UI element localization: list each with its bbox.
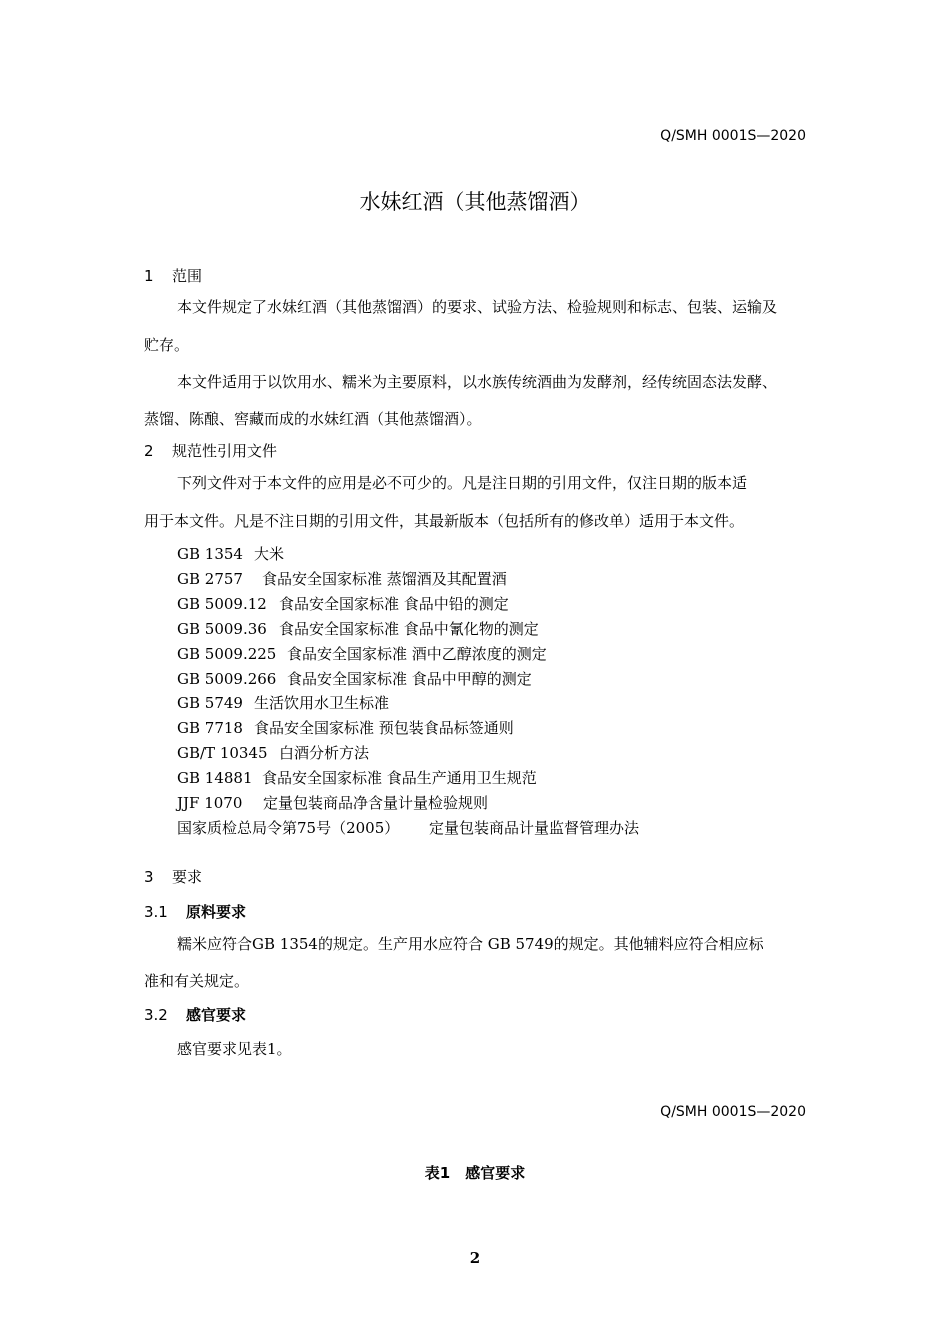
reference-title: 食品安全国家标准 食品生产通用卫生规范 (262, 769, 537, 787)
document-title: 水妹红酒（其他蒸馏酒） (359, 190, 591, 214)
subsection-title: 感官要求 (186, 1006, 247, 1024)
section-number: 2 (144, 442, 154, 460)
section-heading-2 (144, 440, 277, 461)
reference-code: JJF 1070 (177, 794, 243, 812)
reference-title: 食品安全国家标准 食品中氰化物的测定 (279, 620, 539, 638)
reference-code: GB 5749 (177, 694, 243, 712)
reference-code: GB 2757 (177, 570, 243, 588)
reference-item (177, 593, 509, 614)
reference-title: 生活饮用水卫生标准 (254, 694, 390, 712)
reference-title: 食品安全国家标准 酒中乙醇浓度的测定 (287, 645, 547, 663)
reference-title: 白酒分析方法 (279, 744, 370, 762)
section-number: 3 (144, 868, 154, 886)
section-heading-1 (144, 265, 202, 286)
subsection-heading-3-2 (144, 1004, 246, 1025)
paragraph-line: 用于本文件。凡是不注日期的引用文件，其最新版本（包括所有的修改单）适用于本文件。 (144, 512, 745, 530)
reference-title: 大米 (254, 545, 285, 563)
reference-title: 定量包装商品计量监督管理办法 (429, 819, 640, 837)
paragraph-line: 本文件适用于以饮用水、糯米为主要原料，以水族传统酒曲为发酵剂，经传统固态法发酵、 (177, 373, 778, 391)
section-title: 范围 (172, 267, 203, 285)
paragraph-line: 本文件规定了水妹红酒（其他蒸馏酒）的要求、试验方法、检验规则和标志、包装、运输及 (177, 298, 778, 316)
document-code-header: Q/SMH 0001S—2020 (660, 1104, 806, 1120)
reference-item (177, 618, 539, 639)
section-title: 规范性引用文件 (172, 442, 278, 460)
reference-title: 定量包装商品净含量计量检验规则 (263, 794, 489, 812)
reference-item (177, 568, 507, 589)
paragraph-line: 下列文件对于本文件的应用是必不可少的。凡是注日期的引用文件，仅注日期的版本适 (177, 474, 748, 492)
subsection-number: 3.2 (144, 1006, 168, 1024)
reference-item (177, 543, 284, 564)
page-number: 2 (469, 1249, 481, 1267)
reference-code: GB 5009.36 (177, 620, 267, 638)
paragraph-line: 贮存。 (144, 336, 190, 354)
reference-item (177, 817, 639, 838)
paragraph-line: 感官要求见表1。 (177, 1040, 292, 1058)
paragraph-line: 蒸馏、陈酿、窖藏而成的水妹红酒（其他蒸馏酒）。 (144, 410, 482, 428)
reference-code: GB 7718 (177, 719, 243, 737)
reference-title: 食品安全国家标准 食品中铅的测定 (279, 595, 509, 613)
reference-item (177, 717, 514, 738)
reference-code: GB 5009.266 (177, 670, 277, 688)
section-title: 要求 (172, 868, 203, 886)
reference-item (177, 692, 389, 713)
reference-title: 食品安全国家标准 蒸馏酒及其配置酒 (262, 570, 507, 588)
reference-code: 国家质检总局令第75号（2005） (177, 819, 400, 837)
reference-item (177, 792, 488, 813)
reference-code: GB/T 10345 (177, 744, 268, 762)
reference-item (177, 767, 537, 788)
reference-code: GB 5009.12 (177, 595, 267, 613)
subsection-title: 原料要求 (186, 903, 247, 921)
section-number: 1 (144, 267, 154, 285)
reference-code: GB 1354 (177, 545, 243, 563)
reference-code: GB 14881 (177, 769, 253, 787)
reference-item (177, 643, 547, 664)
document-code-header: Q/SMH 0001S—2020 (660, 128, 806, 144)
paragraph-line: 糯米应符合GB 1354的规定。生产用水应符合 GB 5749的规定。其他辅料应符合相应标 (177, 935, 764, 953)
reference-item (177, 742, 369, 763)
table-caption: 表1 感官要求 (424, 1164, 526, 1182)
reference-code: GB 5009.225 (177, 645, 277, 663)
reference-item (177, 668, 532, 689)
section-heading-3 (144, 866, 202, 887)
reference-title: 食品安全国家标准 预包装食品标签通则 (254, 719, 514, 737)
subsection-number: 3.1 (144, 903, 168, 921)
subsection-heading-3-1 (144, 901, 246, 922)
paragraph-line: 准和有关规定。 (144, 972, 250, 990)
reference-title: 食品安全国家标准 食品中甲醇的测定 (287, 670, 532, 688)
